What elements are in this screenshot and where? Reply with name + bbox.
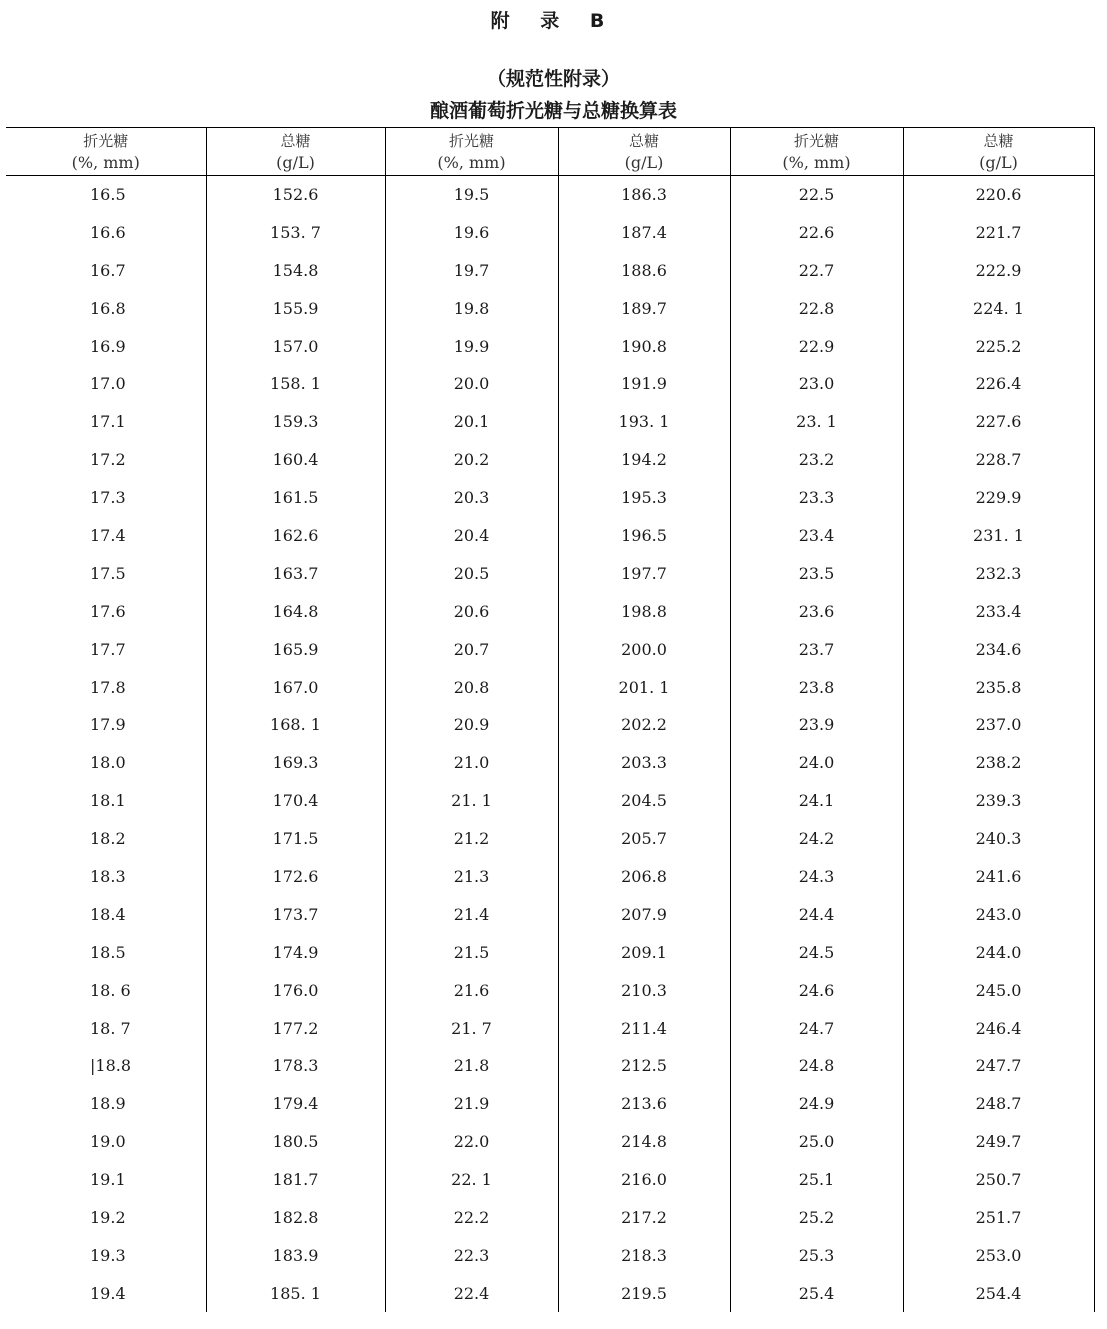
- total-sugar-cell: 234.6: [903, 630, 1094, 668]
- total-sugar-cell: 169.3: [206, 744, 385, 782]
- refractive-sugar-cell: 19.4: [90, 1283, 126, 1303]
- table-row: [6, 403, 1094, 441]
- column-header-unit: (%, mm): [71, 152, 140, 172]
- table-row: [6, 1047, 1094, 1085]
- column-header-unit: (g/L): [276, 152, 315, 172]
- table-row: [6, 1085, 1094, 1123]
- total-sugar-cell: 183.9: [206, 1236, 385, 1274]
- total-sugar-cell: 158. 1: [206, 365, 385, 403]
- total-sugar-cell: 232.3: [903, 554, 1094, 592]
- refractive-sugar-cell: 24.9: [730, 1085, 903, 1123]
- total-sugar-cell: 240.3: [903, 820, 1094, 858]
- column-header: [6, 128, 206, 176]
- table-row: [6, 176, 1094, 214]
- table-row: [6, 1236, 1094, 1274]
- refractive-sugar-cell: 21.0: [385, 744, 558, 782]
- table-row: [6, 517, 1094, 555]
- total-sugar-cell: 254.4: [903, 1274, 1094, 1312]
- refractive-sugar-cell: 17.8: [90, 677, 126, 697]
- total-sugar-cell: 180.5: [206, 1123, 385, 1161]
- refractive-sugar-cell: 24.6: [730, 971, 903, 1009]
- refractive-sugar-cell: 17.9: [90, 715, 126, 735]
- total-sugar-cell: 196.5: [558, 517, 730, 555]
- table-row: [6, 289, 1094, 327]
- total-sugar-cell: 238.2: [903, 744, 1094, 782]
- refractive-sugar-cell: 22.6: [730, 213, 903, 251]
- table-row: [6, 933, 1094, 971]
- total-sugar-cell: 250.7: [903, 1161, 1094, 1199]
- total-sugar-cell: 179.4: [206, 1085, 385, 1123]
- refractive-sugar-cell: 20.9: [385, 706, 558, 744]
- table-row: [6, 782, 1094, 820]
- refractive-sugar-cell: 23.9: [730, 706, 903, 744]
- refractive-sugar-cell: 24.7: [730, 1009, 903, 1047]
- total-sugar-cell: 213.6: [558, 1085, 730, 1123]
- header-row: [6, 128, 1094, 176]
- refractive-sugar-cell: 23.6: [730, 592, 903, 630]
- table-body: [6, 176, 1094, 1313]
- total-sugar-cell: 163.7: [206, 554, 385, 592]
- table-row: [6, 251, 1094, 289]
- table-row: [6, 630, 1094, 668]
- column-header-unit: (g/L): [979, 152, 1018, 172]
- refractive-sugar-cell: 17.6: [90, 601, 126, 621]
- table-row: [6, 1123, 1094, 1161]
- total-sugar-cell: 185. 1: [206, 1274, 385, 1312]
- table-title: 酿酒葡萄折光糖与总糖换算表: [429, 100, 677, 122]
- total-sugar-cell: 219.5: [558, 1274, 730, 1312]
- total-sugar-cell: 249.7: [903, 1123, 1094, 1161]
- total-sugar-cell: 245.0: [903, 971, 1094, 1009]
- table-row: [6, 327, 1094, 365]
- refractive-sugar-cell: 16.6: [90, 222, 126, 242]
- refractive-sugar-cell: 21.3: [385, 858, 558, 896]
- table-row: [6, 971, 1094, 1009]
- refractive-sugar-cell: 19.8: [385, 289, 558, 327]
- total-sugar-cell: 155.9: [206, 289, 385, 327]
- column-header-unit: (%, mm): [437, 152, 506, 172]
- total-sugar-cell: 189.7: [558, 289, 730, 327]
- refractive-sugar-cell: 25.2: [730, 1199, 903, 1237]
- refractive-sugar-cell: 21. 7: [385, 1009, 558, 1047]
- refractive-sugar-cell: 16.7: [90, 260, 126, 280]
- total-sugar-cell: 157.0: [206, 327, 385, 365]
- total-sugar-cell: 174.9: [206, 933, 385, 971]
- refractive-sugar-cell: 25.3: [730, 1236, 903, 1274]
- total-sugar-cell: 176.0: [206, 971, 385, 1009]
- refractive-sugar-cell: 22.8: [730, 289, 903, 327]
- refractive-sugar-cell: 18. 7: [90, 1018, 131, 1038]
- refractive-sugar-cell: 16.9: [90, 336, 126, 356]
- total-sugar-cell: 206.8: [558, 858, 730, 896]
- total-sugar-cell: 168. 1: [206, 706, 385, 744]
- total-sugar-cell: 162.6: [206, 517, 385, 555]
- table-row: [6, 213, 1094, 251]
- total-sugar-cell: 216.0: [558, 1161, 730, 1199]
- total-sugar-cell: 170.4: [206, 782, 385, 820]
- refractive-sugar-cell: 22.3: [385, 1236, 558, 1274]
- refractive-sugar-cell: 18. 6: [90, 980, 131, 1000]
- total-sugar-cell: 243.0: [903, 895, 1094, 933]
- total-sugar-cell: 195.3: [558, 479, 730, 517]
- refractive-sugar-cell: 21.6: [385, 971, 558, 1009]
- table-row: [6, 744, 1094, 782]
- refractive-sugar-cell: 16.5: [90, 185, 126, 205]
- table-row: [6, 1161, 1094, 1199]
- column-header: [903, 128, 1094, 176]
- refractive-sugar-cell: 23.4: [730, 517, 903, 555]
- refractive-sugar-cell: 17.0: [90, 374, 126, 394]
- refractive-sugar-cell: 20.0: [385, 365, 558, 403]
- refractive-sugar-cell: 21.9: [385, 1085, 558, 1123]
- total-sugar-cell: 239.3: [903, 782, 1094, 820]
- column-header-name: 折光糖: [83, 131, 129, 150]
- total-sugar-cell: 244.0: [903, 933, 1094, 971]
- refractive-sugar-cell: 20.4: [385, 517, 558, 555]
- refractive-sugar-cell: 21.4: [385, 895, 558, 933]
- refractive-sugar-cell: 19.3: [90, 1245, 126, 1265]
- column-header: [558, 128, 730, 176]
- total-sugar-cell: 186.3: [558, 176, 730, 214]
- refractive-sugar-cell: 19.0: [90, 1132, 126, 1152]
- refractive-sugar-cell: 18.2: [90, 829, 126, 849]
- refractive-sugar-cell: 20.1: [385, 403, 558, 441]
- table-row: [6, 706, 1094, 744]
- refractive-sugar-cell: 19.1: [90, 1170, 126, 1190]
- refractive-sugar-cell: 20.7: [385, 630, 558, 668]
- table-row: [6, 554, 1094, 592]
- refractive-sugar-cell: 23. 1: [730, 403, 903, 441]
- total-sugar-cell: 248.7: [903, 1085, 1094, 1123]
- refractive-sugar-cell: 21.5: [385, 933, 558, 971]
- table-row: [6, 479, 1094, 517]
- column-header-name: 总糖: [628, 131, 659, 150]
- total-sugar-cell: 191.9: [558, 365, 730, 403]
- total-sugar-cell: 210.3: [558, 971, 730, 1009]
- refractive-sugar-cell: 24.8: [730, 1047, 903, 1085]
- refractive-sugar-cell: 18.4: [90, 904, 126, 924]
- total-sugar-cell: 160.4: [206, 441, 385, 479]
- total-sugar-cell: 218.3: [558, 1236, 730, 1274]
- table-row: [6, 1199, 1094, 1237]
- refractive-sugar-cell: 20.2: [385, 441, 558, 479]
- total-sugar-cell: 177.2: [206, 1009, 385, 1047]
- table-row: [6, 858, 1094, 896]
- total-sugar-cell: 235.8: [903, 668, 1094, 706]
- refractive-sugar-cell: 20.3: [385, 479, 558, 517]
- refractive-sugar-cell: 18.0: [90, 753, 126, 773]
- refractive-sugar-cell: 17.4: [90, 525, 126, 545]
- total-sugar-cell: 233.4: [903, 592, 1094, 630]
- refractive-sugar-cell: 21.2: [385, 820, 558, 858]
- total-sugar-cell: 220.6: [903, 176, 1094, 214]
- total-sugar-cell: 159.3: [206, 403, 385, 441]
- total-sugar-cell: 154.8: [206, 251, 385, 289]
- refractive-sugar-cell: 25.0: [730, 1123, 903, 1161]
- table-row: [6, 1274, 1094, 1312]
- total-sugar-cell: 251.7: [903, 1199, 1094, 1237]
- refractive-sugar-cell: 17.3: [90, 488, 126, 508]
- total-sugar-cell: 167.0: [206, 668, 385, 706]
- total-sugar-cell: 253.0: [903, 1236, 1094, 1274]
- total-sugar-cell: 205.7: [558, 820, 730, 858]
- total-sugar-cell: 247.7: [903, 1047, 1094, 1085]
- total-sugar-cell: 190.8: [558, 327, 730, 365]
- total-sugar-cell: 198.8: [558, 592, 730, 630]
- total-sugar-cell: 246.4: [903, 1009, 1094, 1047]
- refractive-sugar-cell: 20.5: [385, 554, 558, 592]
- total-sugar-cell: 241.6: [903, 858, 1094, 896]
- refractive-sugar-cell: 21. 1: [385, 782, 558, 820]
- refractive-sugar-cell: 20.6: [385, 592, 558, 630]
- refractive-sugar-cell: 23.7: [730, 630, 903, 668]
- table-row: [6, 895, 1094, 933]
- total-sugar-cell: 153. 7: [206, 213, 385, 251]
- column-header-unit: (g/L): [624, 152, 664, 172]
- total-sugar-cell: 214.8: [558, 1123, 730, 1161]
- total-sugar-cell: 188.6: [558, 251, 730, 289]
- total-sugar-cell: 161.5: [206, 479, 385, 517]
- total-sugar-cell: 217.2: [558, 1199, 730, 1237]
- refractive-sugar-cell: 23.0: [730, 365, 903, 403]
- total-sugar-cell: 226.4: [903, 365, 1094, 403]
- column-header-name: 折光糖: [793, 131, 839, 150]
- refractive-sugar-cell: 22. 1: [385, 1161, 558, 1199]
- total-sugar-cell: 212.5: [558, 1047, 730, 1085]
- refractive-sugar-cell: 17.1: [90, 412, 126, 432]
- refractive-sugar-cell: 22.5: [730, 176, 903, 214]
- total-sugar-cell: 203.3: [558, 744, 730, 782]
- column-header: [730, 128, 903, 176]
- refractive-sugar-cell: 17.7: [90, 639, 126, 659]
- refractive-sugar-cell: 20.8: [385, 668, 558, 706]
- total-sugar-cell: 193. 1: [558, 403, 730, 441]
- total-sugar-cell: 165.9: [206, 630, 385, 668]
- total-sugar-cell: 197.7: [558, 554, 730, 592]
- total-sugar-cell: 172.6: [206, 858, 385, 896]
- total-sugar-cell: 171.5: [206, 820, 385, 858]
- total-sugar-cell: 164.8: [206, 592, 385, 630]
- refractive-sugar-cell: 22.0: [385, 1123, 558, 1161]
- total-sugar-cell: 200.0: [558, 630, 730, 668]
- refractive-sugar-cell: 18.1: [90, 791, 126, 811]
- total-sugar-cell: 228.7: [903, 441, 1094, 479]
- total-sugar-cell: 211.4: [558, 1009, 730, 1047]
- refractive-sugar-cell: 19.5: [385, 176, 558, 214]
- refractive-sugar-cell: 23.8: [730, 668, 903, 706]
- table-row: [6, 365, 1094, 403]
- appendix-title: 附 录 B: [490, 10, 617, 32]
- refractive-sugar-cell: 24.5: [730, 933, 903, 971]
- appendix-subtitle: （规范性附录）: [486, 68, 620, 90]
- refractive-sugar-cell: 17.2: [90, 450, 126, 470]
- total-sugar-cell: 178.3: [206, 1047, 385, 1085]
- column-header-unit: (%, mm): [782, 152, 851, 172]
- refractive-sugar-cell: 24.0: [730, 744, 903, 782]
- refractive-sugar-cell: 19.9: [385, 327, 558, 365]
- total-sugar-cell: 187.4: [558, 213, 730, 251]
- total-sugar-cell: 201. 1: [558, 668, 730, 706]
- table-row: [6, 668, 1094, 706]
- total-sugar-cell: 182.8: [206, 1199, 385, 1237]
- total-sugar-cell: 221.7: [903, 213, 1094, 251]
- refractive-sugar-cell: 24.1: [730, 782, 903, 820]
- column-header: [206, 128, 385, 176]
- refractive-sugar-cell: 23.5: [730, 554, 903, 592]
- refractive-sugar-cell: |18.8: [90, 1056, 132, 1076]
- table-row: [6, 1009, 1094, 1047]
- refractive-sugar-cell: 23.3: [730, 479, 903, 517]
- total-sugar-cell: 204.5: [558, 782, 730, 820]
- refractive-sugar-cell: 18.9: [90, 1094, 126, 1114]
- table-row: [6, 820, 1094, 858]
- refractive-sugar-cell: 22.2: [385, 1199, 558, 1237]
- total-sugar-cell: 207.9: [558, 895, 730, 933]
- refractive-sugar-cell: 19.2: [90, 1207, 126, 1227]
- refractive-sugar-cell: 23.2: [730, 441, 903, 479]
- total-sugar-cell: 237.0: [903, 706, 1094, 744]
- refractive-sugar-cell: 19.7: [385, 251, 558, 289]
- total-sugar-cell: 229.9: [903, 479, 1094, 517]
- total-sugar-cell: 224. 1: [903, 289, 1094, 327]
- refractive-sugar-cell: 25.4: [730, 1274, 903, 1312]
- total-sugar-cell: 202.2: [558, 706, 730, 744]
- total-sugar-cell: 209.1: [558, 933, 730, 971]
- refractive-sugar-cell: 22.4: [385, 1274, 558, 1312]
- refractive-sugar-cell: 24.2: [730, 820, 903, 858]
- conversion-table: [6, 127, 1095, 1312]
- table-header: [6, 128, 1094, 176]
- column-header: [385, 128, 558, 176]
- table-row: [6, 592, 1094, 630]
- total-sugar-cell: 152.6: [206, 176, 385, 214]
- refractive-sugar-cell: 24.3: [730, 858, 903, 896]
- total-sugar-cell: 173.7: [206, 895, 385, 933]
- refractive-sugar-cell: 18.5: [90, 942, 126, 962]
- refractive-sugar-cell: 17.5: [90, 563, 126, 583]
- table-row: [6, 441, 1094, 479]
- refractive-sugar-cell: 16.8: [90, 298, 126, 318]
- total-sugar-cell: 181.7: [206, 1161, 385, 1199]
- column-header-name: 总糖: [983, 131, 1014, 150]
- column-header-name: 折光糖: [448, 131, 494, 150]
- refractive-sugar-cell: 19.6: [385, 213, 558, 251]
- refractive-sugar-cell: 21.8: [385, 1047, 558, 1085]
- refractive-sugar-cell: 24.4: [730, 895, 903, 933]
- total-sugar-cell: 194.2: [558, 441, 730, 479]
- total-sugar-cell: 225.2: [903, 327, 1094, 365]
- refractive-sugar-cell: 22.9: [730, 327, 903, 365]
- column-header-name: 总糖: [280, 131, 311, 150]
- total-sugar-cell: 227.6: [903, 403, 1094, 441]
- total-sugar-cell: 231. 1: [903, 517, 1094, 555]
- refractive-sugar-cell: 18.3: [90, 866, 126, 886]
- total-sugar-cell: 222.9: [903, 251, 1094, 289]
- refractive-sugar-cell: 25.1: [730, 1161, 903, 1199]
- refractive-sugar-cell: 22.7: [730, 251, 903, 289]
